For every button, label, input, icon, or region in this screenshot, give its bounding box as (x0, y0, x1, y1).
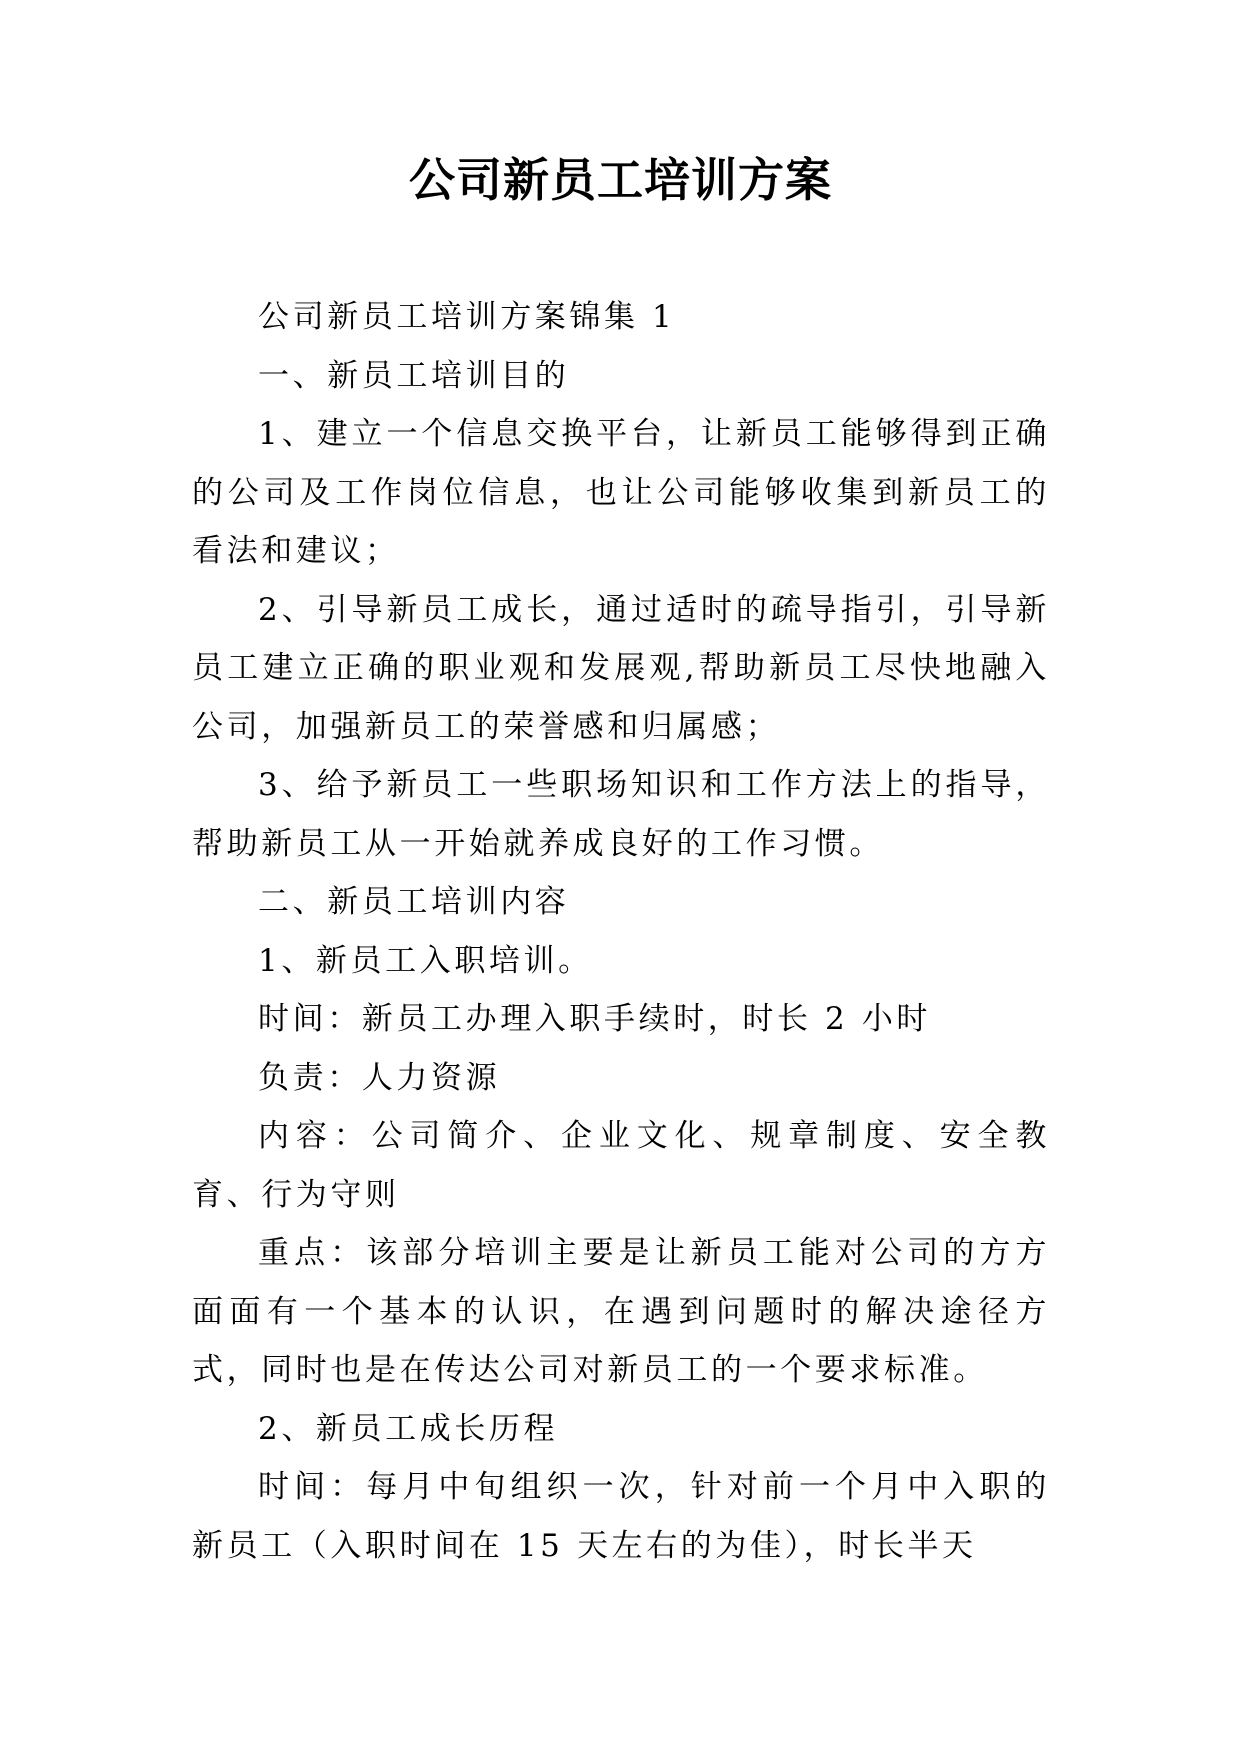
document-body (192, 288, 1050, 1575)
paragraph-growth-time: 时间：每月中旬组织一次，针对前一个月中入职的新员工（入职时间在 15 天左右的为佳），时长半天 (192, 1469, 1050, 1564)
paragraph-purpose-3: 3、给予新员工一些职场知识和工作方法上的指导，帮助新员工从一开始就养成良好的工作习惯。 (192, 767, 1050, 862)
paragraph-purpose-2: 2、引导新员工成长，通过适时的疏导指引，引导新员工建立正确的职业观和发展观,帮助新员工尽快地融入公司，加强新员工的荣誉感和归属感； (192, 591, 1050, 745)
subheading-growth-journey: 2、新员工成长历程 (258, 1410, 559, 1447)
section-heading-purpose: 一、新员工培训目的 (258, 357, 570, 394)
paragraph-onboarding-focus: 重点：该部分培训主要是让新员工能对公司的方方面面有一个基本的认识，在遇到问题时的解决途径方式，同时也是在传达公司对新员工的一个要求标准。 (192, 1235, 1050, 1388)
paragraph-onboarding-content: 内容：公司简介、企业文化、规章制度、安全教育、行为守则 (192, 1118, 1050, 1213)
paragraph-onboarding-time: 时间：新员工办理入职手续时，时长 2 小时 (258, 1001, 932, 1037)
section-heading-content: 二、新员工培训内容 (258, 884, 570, 920)
paragraph-onboarding-owner: 负责：人力资源 (258, 1059, 501, 1096)
subheading-onboarding-training: 1、新员工入职培训。 (258, 942, 593, 979)
paragraph-purpose-1: 1、建立一个信息交换平台，让新员工能够得到正确的公司及工作岗位信息，也让公司能够收集到新员工的看法和建议； (192, 416, 1050, 569)
paragraph-collection-heading: 公司新员工培训方案锦集 1 (258, 299, 676, 335)
document-title: 公司新员工培训方案 (409, 153, 832, 207)
